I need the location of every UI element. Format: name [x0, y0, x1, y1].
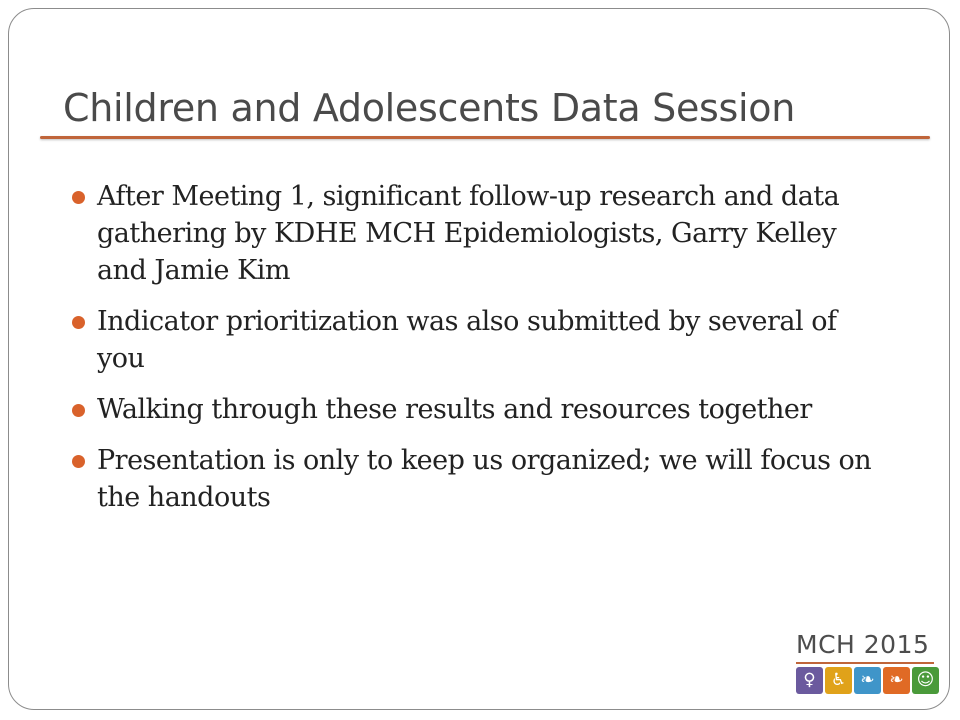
bullet-text: Indicator prioritization was also submitted by several of you	[97, 306, 837, 374]
wheelchair-icon: ♿	[825, 667, 852, 694]
mch-2015-logo	[790, 630, 936, 702]
mother-child-icon: ☺	[912, 667, 939, 694]
bullet-item	[72, 442, 872, 516]
logo-text: MCH 2015	[796, 630, 930, 659]
footprints-icon: ❧	[883, 667, 910, 694]
title-underline	[40, 136, 930, 139]
bullet-text: After Meeting 1, significant follow-up research and data gathering by KDHE MCH Epidemiologists, Garry Kelley and Jamie Kim	[97, 181, 840, 286]
bullet-dot-icon	[72, 404, 85, 417]
logo-underline	[796, 662, 934, 664]
bullet-dot-icon	[72, 316, 85, 329]
slide-title: Children and Adolescents Data Session	[63, 86, 796, 130]
bullet-list	[72, 178, 872, 530]
bullet-text: Walking through these results and resources together	[97, 394, 812, 425]
bullet-text: Presentation is only to keep us organized; we will focus on the handouts	[97, 445, 872, 513]
pregnancy-icon: ♀	[796, 667, 823, 694]
bullet-dot-icon	[72, 455, 85, 468]
bullet-item	[72, 178, 872, 289]
footprints-icon: ❧	[854, 667, 881, 694]
bullet-item	[72, 391, 872, 428]
bullet-item	[72, 303, 872, 377]
logo-icon-strip	[796, 667, 939, 694]
bullet-dot-icon	[72, 191, 85, 204]
